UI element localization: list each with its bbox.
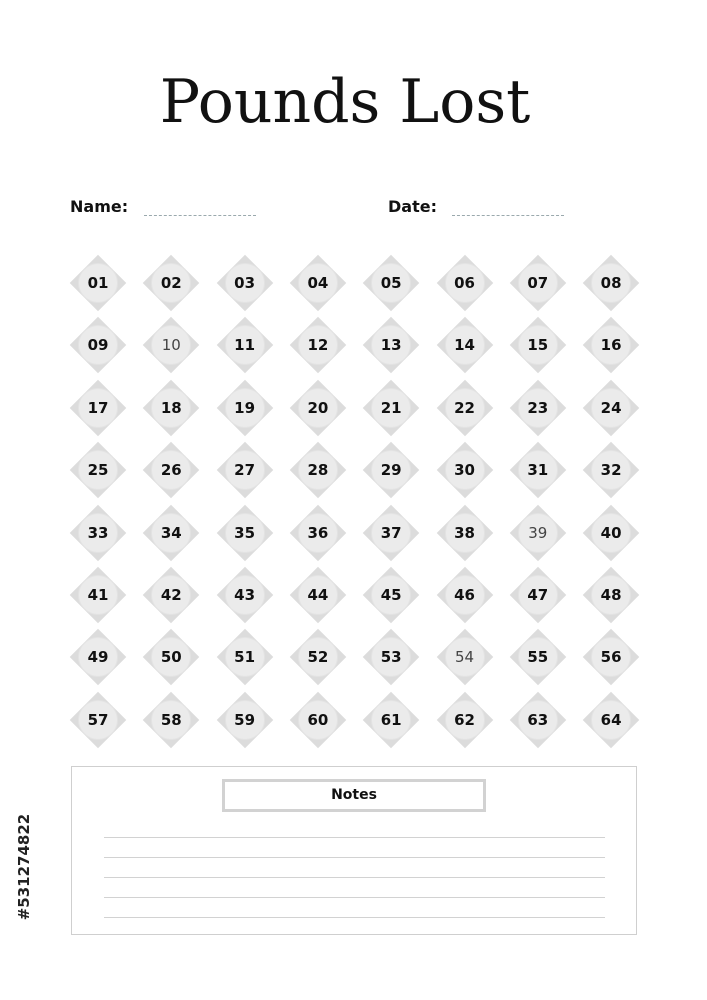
tracker-cell[interactable]	[510, 442, 566, 498]
tracker-cell[interactable]	[143, 442, 199, 498]
tracker-cell-number: 06	[454, 274, 475, 292]
tracker-cell-number: 54	[454, 648, 475, 667]
tracker-cell-number: 41	[87, 586, 109, 604]
tracker-cell-number: 22	[454, 398, 475, 417]
tracker-cell-number: 34	[160, 523, 182, 542]
tracker-cell[interactable]	[437, 255, 493, 311]
stock-id-watermark	[12, 767, 36, 967]
tracker-cell-number: 03	[234, 274, 256, 292]
tracker-cell-number: 45	[380, 586, 402, 604]
tracker-cell[interactable]	[143, 629, 199, 685]
tracker-cell-number: 39	[528, 523, 548, 542]
tracker-cell[interactable]	[510, 505, 566, 561]
note-line[interactable]	[104, 837, 605, 838]
tracker-cell[interactable]	[583, 629, 639, 685]
tracker-cell-number: 11	[234, 336, 256, 355]
tracker-cell[interactable]	[290, 255, 346, 311]
tracker-cell-number: 35	[234, 523, 256, 542]
tracker-cell-number: 43	[234, 586, 256, 604]
tracker-cell-number: 33	[87, 523, 109, 542]
notes-box	[71, 766, 637, 935]
tracker-cell[interactable]	[217, 442, 273, 498]
tracker-cell-number: 02	[160, 274, 182, 292]
tracker-cell-number: 31	[527, 461, 549, 480]
tracker-cell[interactable]	[510, 317, 566, 373]
tracker-cell[interactable]	[437, 567, 493, 623]
tracker-cell[interactable]	[217, 692, 273, 748]
tracker-cell-number: 19	[234, 398, 256, 417]
tracker-cell[interactable]	[363, 692, 419, 748]
tracker-cell[interactable]	[437, 380, 493, 436]
tracker-cell-number: 21	[380, 398, 402, 417]
tracker-cell-number: 36	[307, 523, 329, 542]
tracker-cell[interactable]	[70, 442, 126, 498]
tracker-cell[interactable]	[290, 505, 346, 561]
tracker-cell-number: 42	[160, 586, 182, 604]
tracker-cell-number: 47	[527, 586, 549, 604]
tracker-cell[interactable]	[290, 692, 346, 748]
tracker-cell[interactable]	[583, 567, 639, 623]
tracker-cell-number: 28	[307, 461, 329, 480]
tracker-cell-number: 58	[160, 710, 182, 729]
tracker-cell[interactable]	[143, 567, 199, 623]
tracker-cell-number: 04	[307, 274, 329, 292]
tracker-cell[interactable]	[437, 629, 493, 685]
tracker-cell[interactable]	[290, 317, 346, 373]
tracker-cell[interactable]	[583, 505, 639, 561]
tracker-cell-number: 05	[380, 274, 402, 292]
tracker-cell-number: 60	[307, 710, 329, 729]
tracker-cell[interactable]	[363, 567, 419, 623]
tracker-cell[interactable]	[70, 380, 126, 436]
tracker-cell[interactable]	[217, 317, 273, 373]
tracker-cell[interactable]	[583, 692, 639, 748]
tracker-cell-number: 48	[600, 586, 622, 604]
tracker-cell[interactable]	[217, 629, 273, 685]
page-title: Pounds Lost	[159, 67, 531, 137]
name-field-line[interactable]	[144, 215, 256, 216]
tracker-cell[interactable]	[143, 380, 199, 436]
tracker-cell[interactable]	[510, 255, 566, 311]
tracker-cell[interactable]	[437, 505, 493, 561]
tracker-cell-number: 14	[454, 336, 475, 355]
tracker-cell-number: 63	[527, 710, 549, 729]
tracker-cell-number: 51	[234, 648, 256, 667]
tracker-cell[interactable]	[70, 255, 126, 311]
tracker-cell[interactable]	[583, 442, 639, 498]
tracker-cell-number: 30	[454, 461, 475, 480]
tracker-cell-number: 52	[307, 648, 329, 667]
tracker-cell[interactable]	[70, 567, 126, 623]
date-label: Date:	[388, 197, 437, 216]
tracker-cell[interactable]	[217, 505, 273, 561]
tracker-cell-number: 24	[600, 398, 622, 417]
tracker-cell-number: 57	[87, 710, 109, 729]
tracker-cell-number: 15	[527, 336, 549, 355]
tracker-cell-number: 29	[380, 461, 402, 480]
tracker-cell[interactable]	[583, 380, 639, 436]
tracker-cell-number: 44	[307, 586, 329, 604]
tracker-cell-number: 23	[527, 398, 549, 417]
tracker-cell-number: 07	[527, 274, 549, 292]
tracker-cell[interactable]	[290, 567, 346, 623]
tracker-cell[interactable]	[217, 567, 273, 623]
stock-id-text: #531274822	[15, 813, 33, 921]
tracker-cell-number: 10	[161, 336, 181, 355]
tracker-cell[interactable]	[217, 380, 273, 436]
tracker-cell[interactable]	[143, 317, 199, 373]
tracker-cell-number: 61	[380, 710, 402, 729]
tracker-cell[interactable]	[217, 255, 273, 311]
tracker-cell[interactable]	[290, 380, 346, 436]
date-field-line[interactable]	[452, 215, 564, 216]
tracker-cell[interactable]	[70, 692, 126, 748]
tracker-cell[interactable]	[363, 255, 419, 311]
tracker-cell[interactable]	[143, 505, 199, 561]
tracker-cell-number: 50	[160, 648, 182, 667]
tracker-cell[interactable]	[510, 380, 566, 436]
tracker-cell[interactable]	[143, 255, 199, 311]
tracker-cell[interactable]	[363, 505, 419, 561]
tracker-cell[interactable]	[143, 692, 199, 748]
note-line[interactable]	[104, 897, 605, 898]
tracker-cell-number: 49	[87, 648, 109, 667]
tracker-cell-number: 12	[307, 336, 329, 355]
tracker-cell-number: 01	[87, 274, 109, 292]
tracker-cell[interactable]	[437, 692, 493, 748]
tracker-cell[interactable]	[363, 442, 419, 498]
tracker-cell[interactable]	[437, 442, 493, 498]
tracker-cell[interactable]	[437, 317, 493, 373]
tracker-cell[interactable]	[510, 567, 566, 623]
tracker-cell-number: 25	[87, 461, 109, 480]
tracker-cell[interactable]	[290, 629, 346, 685]
note-line[interactable]	[104, 877, 605, 878]
tracker-cell[interactable]	[363, 317, 419, 373]
tracker-cell-number: 13	[380, 336, 402, 355]
tracker-cell-number: 27	[234, 461, 256, 480]
tracker-cell[interactable]	[583, 317, 639, 373]
tracker-cell-number: 53	[380, 648, 402, 667]
tracker-cell-number: 20	[307, 398, 329, 417]
tracker-cell-number: 55	[527, 648, 549, 667]
tracker-cell-number: 18	[160, 398, 182, 417]
tracker-cell[interactable]	[510, 629, 566, 685]
tracker-cell-number: 46	[454, 586, 475, 604]
tracker-cell[interactable]	[70, 317, 126, 373]
tracker-cell-number: 09	[87, 336, 109, 355]
tracker-cell[interactable]	[70, 629, 126, 685]
tracker-cell-number: 26	[160, 461, 182, 480]
note-line[interactable]	[104, 917, 605, 918]
name-label: Name:	[70, 197, 129, 216]
tracker-cell-number: 37	[380, 523, 402, 542]
tracker-cell[interactable]	[290, 442, 346, 498]
tracker-cell-number: 56	[600, 648, 622, 667]
tracker-cell-number: 16	[600, 336, 622, 355]
note-line[interactable]	[104, 857, 605, 858]
tracker-cell-number: 59	[234, 710, 256, 729]
tracker-cell[interactable]	[70, 505, 126, 561]
tracker-cell-number: 62	[454, 710, 475, 729]
tracker-cell-number: 40	[600, 523, 622, 542]
notes-title: Notes	[222, 779, 486, 812]
tracker-cell[interactable]	[583, 255, 639, 311]
tracker-cell[interactable]	[510, 692, 566, 748]
tracker-cell-number: 64	[600, 710, 622, 729]
tracker-cell[interactable]	[363, 629, 419, 685]
tracker-cell-number: 32	[600, 461, 622, 480]
tracker-cell-number: 17	[87, 398, 109, 417]
tracker-cell[interactable]	[363, 380, 419, 436]
tracker-cell-number: 08	[600, 274, 622, 292]
tracker-cell-number: 38	[454, 523, 475, 542]
